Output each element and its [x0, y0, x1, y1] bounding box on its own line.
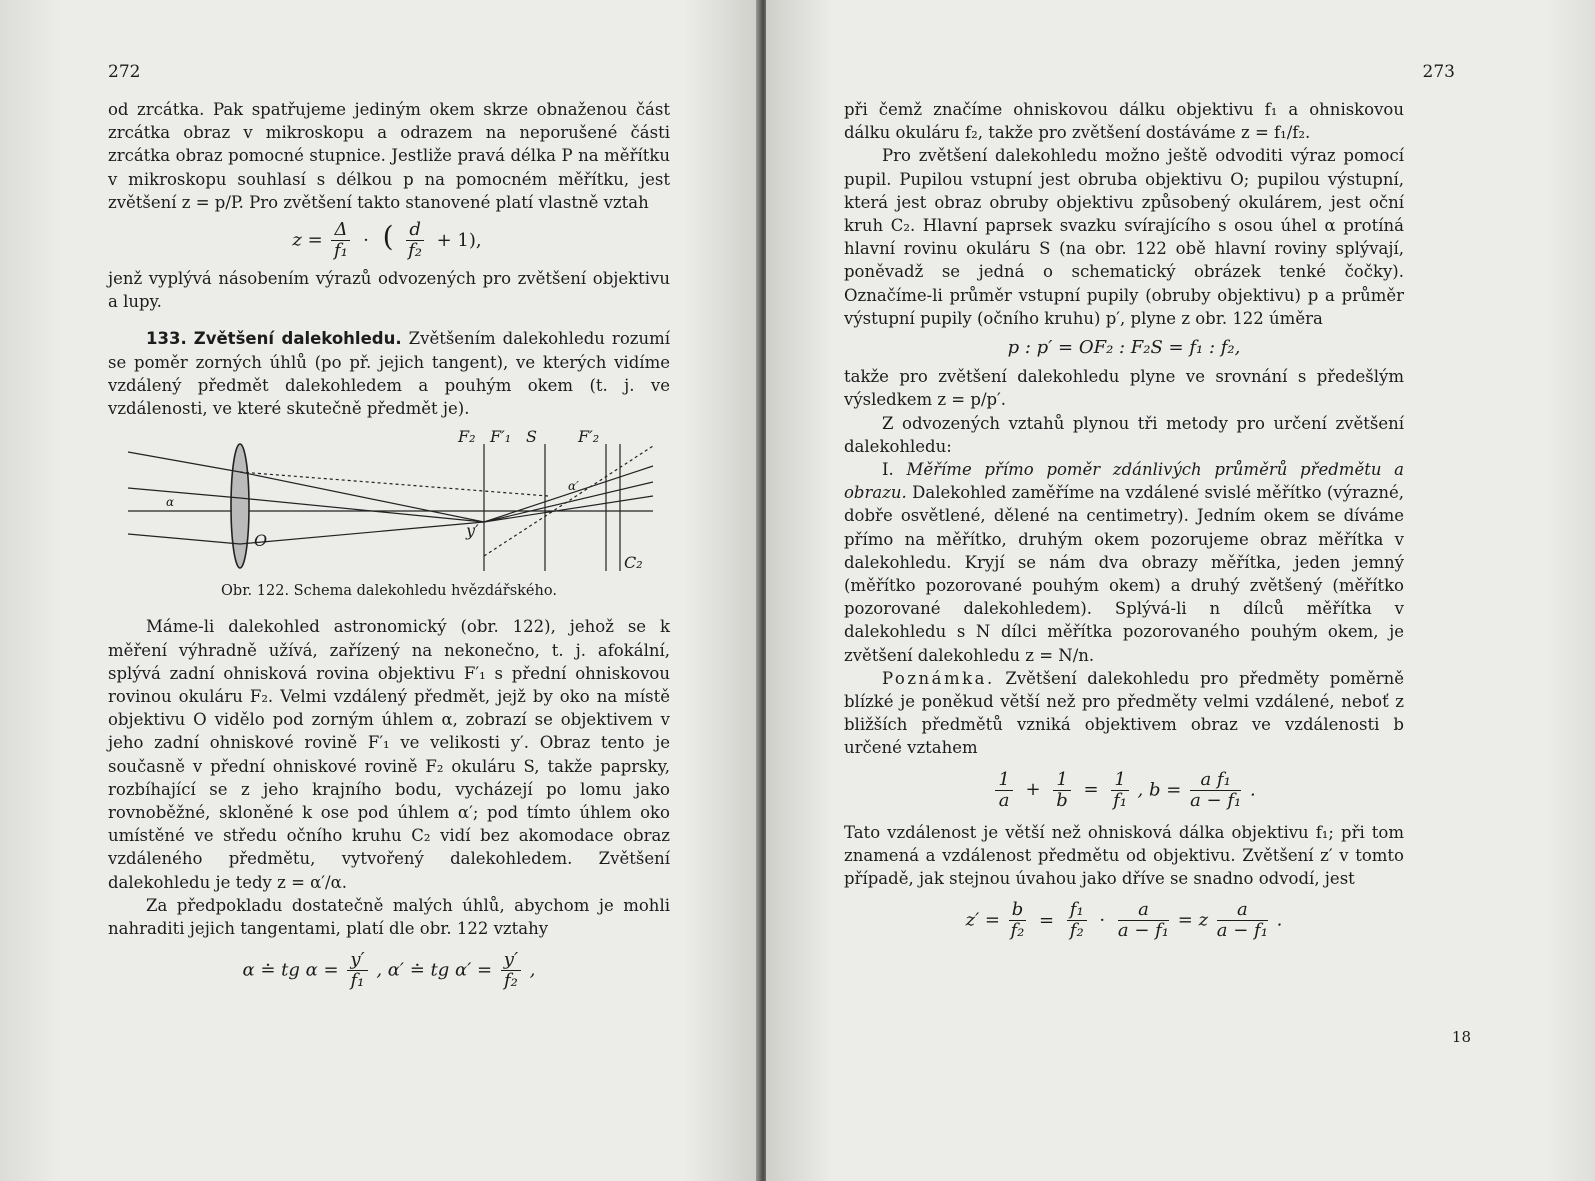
section-number: 133.	[146, 329, 187, 349]
signature-number: 18	[1451, 1028, 1471, 1046]
left-para-5: Za předpokladu dostatečně malých úhlů, abychom je mohli nahraditi jejich tangentami, platí dle obr. 122 vztahy	[108, 895, 670, 939]
label-f2-prime: F′₂	[578, 427, 600, 447]
label-f1-prime: F′₁	[490, 427, 512, 447]
section-title: Zvětšení dalekohledu.	[193, 329, 402, 349]
left-page	[0, 0, 760, 1181]
right-para-5: I. Měříme přímo poměr zdánlivých průměrů předmětu a obrazu. Dalekohled zaměříme na vzdálené svislé měřítko (výrazné, dobře osvětlené, dělené na centimetry). Jedním okem se díváme přímo na měřítko, druhým okem pozorujeme obraz měřítka v dalekohledu. Kryjí se nám dva obrazy měřítka, jeden jemný (měřítko pozorované pouhým okem) a druhý zvětšený (měřítko pozorované dalekohledem). Splývá-li n dílců měřítka v dalekohledu s N dílci měřítka pozorovaného pouhým okem, je zvětšení dalekohledu z = N/n.	[844, 460, 1405, 665]
ray-3	[128, 534, 240, 544]
right-para-4: Z odvozených vztahů plynou tři metody pro určení zvětšení dalekohledu:	[844, 413, 1404, 456]
right-page-number: 273	[1422, 62, 1455, 82]
objective-lens	[231, 444, 249, 568]
ray-2	[128, 488, 240, 498]
left-para-1: od zrcátka. Pak spatřujeme jediným okem skrze obnaženou část zrcátka obraz v mikroskopu a odrazem na neporušené části zrcátka obraz pomocné stupnice. Jestliže pravá délka P na měřítku v mikroskopu souhlasí s délkou p na pomocném měřítku, jest zvětšení z = p/P. Pro zvětšení takto stanovené platí vlastně vztah	[108, 100, 670, 212]
left-page-number: 272	[108, 62, 141, 82]
right-para-3: takže pro zvětšení dalekohledu plyne ve srovnání s předešlým výsledkem z = p/p′.	[844, 367, 1404, 410]
right-equation-2: $\frac{1}{a}$ + $\frac{1}{b}$ = $\frac{1}{\text{f₁}}$ , b = $\frac{\text{a f₁}}{\text{a − f₁}}$ .	[844, 770, 1404, 811]
figure-122	[108, 426, 670, 576]
label-c2: C₂	[624, 553, 643, 573]
right-para-6: Poznámka. Zvětšení dalekohledu pro předměty poměrně blízké je poněkud větší než pro předměty velmi vzdálené, neboť z bližších předmětů vzniká objektivem obraz ve vzdálenosti b určené vztahem	[844, 668, 1404, 758]
label-alpha: α	[166, 495, 175, 510]
left-equation-2: α ≐ tg α = $\frac{y'}{\text{f₁}}$ , α′ ≐ tg α′ = $\frac{y'}{\text{f₂}}$ ,	[242, 949, 536, 992]
label-s: S	[526, 427, 537, 447]
right-para-1: při čemž značíme ohniskovou dálku objektivu f₁ a ohniskovou dálku okuláru f₂, takže pro zvětšení dostáváme z = f₁/f₂.	[844, 100, 1404, 143]
figure-caption: Obr. 122. Schema dalekohledu hvězdářského.	[221, 583, 557, 600]
ray-1	[128, 452, 240, 472]
right-page	[766, 0, 1595, 1181]
left-equation-1: z = $\frac{\Delta}{\text{f₁}}$ · ( $\frac{d}{\text{f₂}}$ + 1),	[292, 219, 482, 262]
right-para-2: Pro zvětšení dalekohledu možno ještě odvoditi výraz pomocí pupil. Pupilou vstupní jest obruba objektivu O; pupilou výstupní, která jest obraz obruby objektivu způsobený okulárem, jest oční kruh C₂. Hlavní paprsek svazku svírajícího s osou úhel α protíná hlavní rovinu okuláru S (na obr. 122 obě hlavní roviny splývají, poněvadž se jedná o schematický obrázek tenké čočky). Označíme-li průměr vstupní pupily (obruby objektivu) p a průměr výstupní pupily (očního kruhu) p′, plyne z obr. 122 úměra	[844, 146, 1404, 328]
label-y-prime: y′	[466, 521, 479, 541]
left-para-2: jenž vyplývá násobením výrazů odvozených pro zvětšení objektivu a lupy.	[108, 269, 670, 312]
right-column	[844, 98, 1404, 947]
label-f2: F₂	[458, 427, 476, 447]
label-alpha-prime: α′	[568, 479, 579, 494]
label-o: O	[254, 531, 268, 551]
right-equation-3: z′ = $\frac{b}{\text{f₂}}$ = $\frac{\text{f₁}}{\text{f₂}}$ · $\frac{a}{\text{a − f₁}}$ = z $\frac{a}{\text{a − f₁}}$ .	[965, 899, 1283, 942]
right-equation-1: p : p′ = OF₂ : F₂S = f₁ : f₂,	[1007, 337, 1241, 359]
right-para-7: Tato vzdálenost je větší než ohnisková dálka objektivu f₁; při tom znamená a vzdálenost předmětu od objektivu. Zvětšení z′ v tomto případě, jak stejnou úvahou jako dříve se snadno odvodí, jest	[844, 822, 1404, 889]
left-para-3: 133. Zvětšení dalekohledu. Zvětšením dalekohledu rozumí se poměr zorných úhlů (po př. jejich tangent), ve kterých vidíme vzdálený předmět dalekohledem a pouhým okem (t. j. ve vzdálenosti, ve které skutečně předmět je).	[108, 329, 670, 419]
left-para-4: Máme-li dalekohled astronomický (obr. 122), jehož se k měření výhradně užívá, zařízený na nekonečno, t. j. afokální, splývá zadní ohnisková rovina objektivu F′₁ s přední ohniskovou rovinou okuláru F₂. Velmi vzdálený předmět, jejž by oko na místě objektivu O vidělo pod zorným úhlem α, zobrazí se objektivem v jeho zadní ohniskové rovině F′₁ ve velikosti y′. Obraz tento je současně v přední ohniskové rovině F₂ okuláru S, takže paprsky, rozbíhající se z jeho krajního bodu, vycházejí po lomu jako rovnoběžné, skloněné k ose pod úhlem α′; pod tímto úhlem oko umístěné ve středu očního kruhu C₂ vidí bez akomodace obraz vzdáleného předmětu, vytvořený dalekohledem. Zvětšení dalekohledu je tedy z = α′/α.	[108, 617, 670, 892]
left-column	[108, 98, 670, 997]
